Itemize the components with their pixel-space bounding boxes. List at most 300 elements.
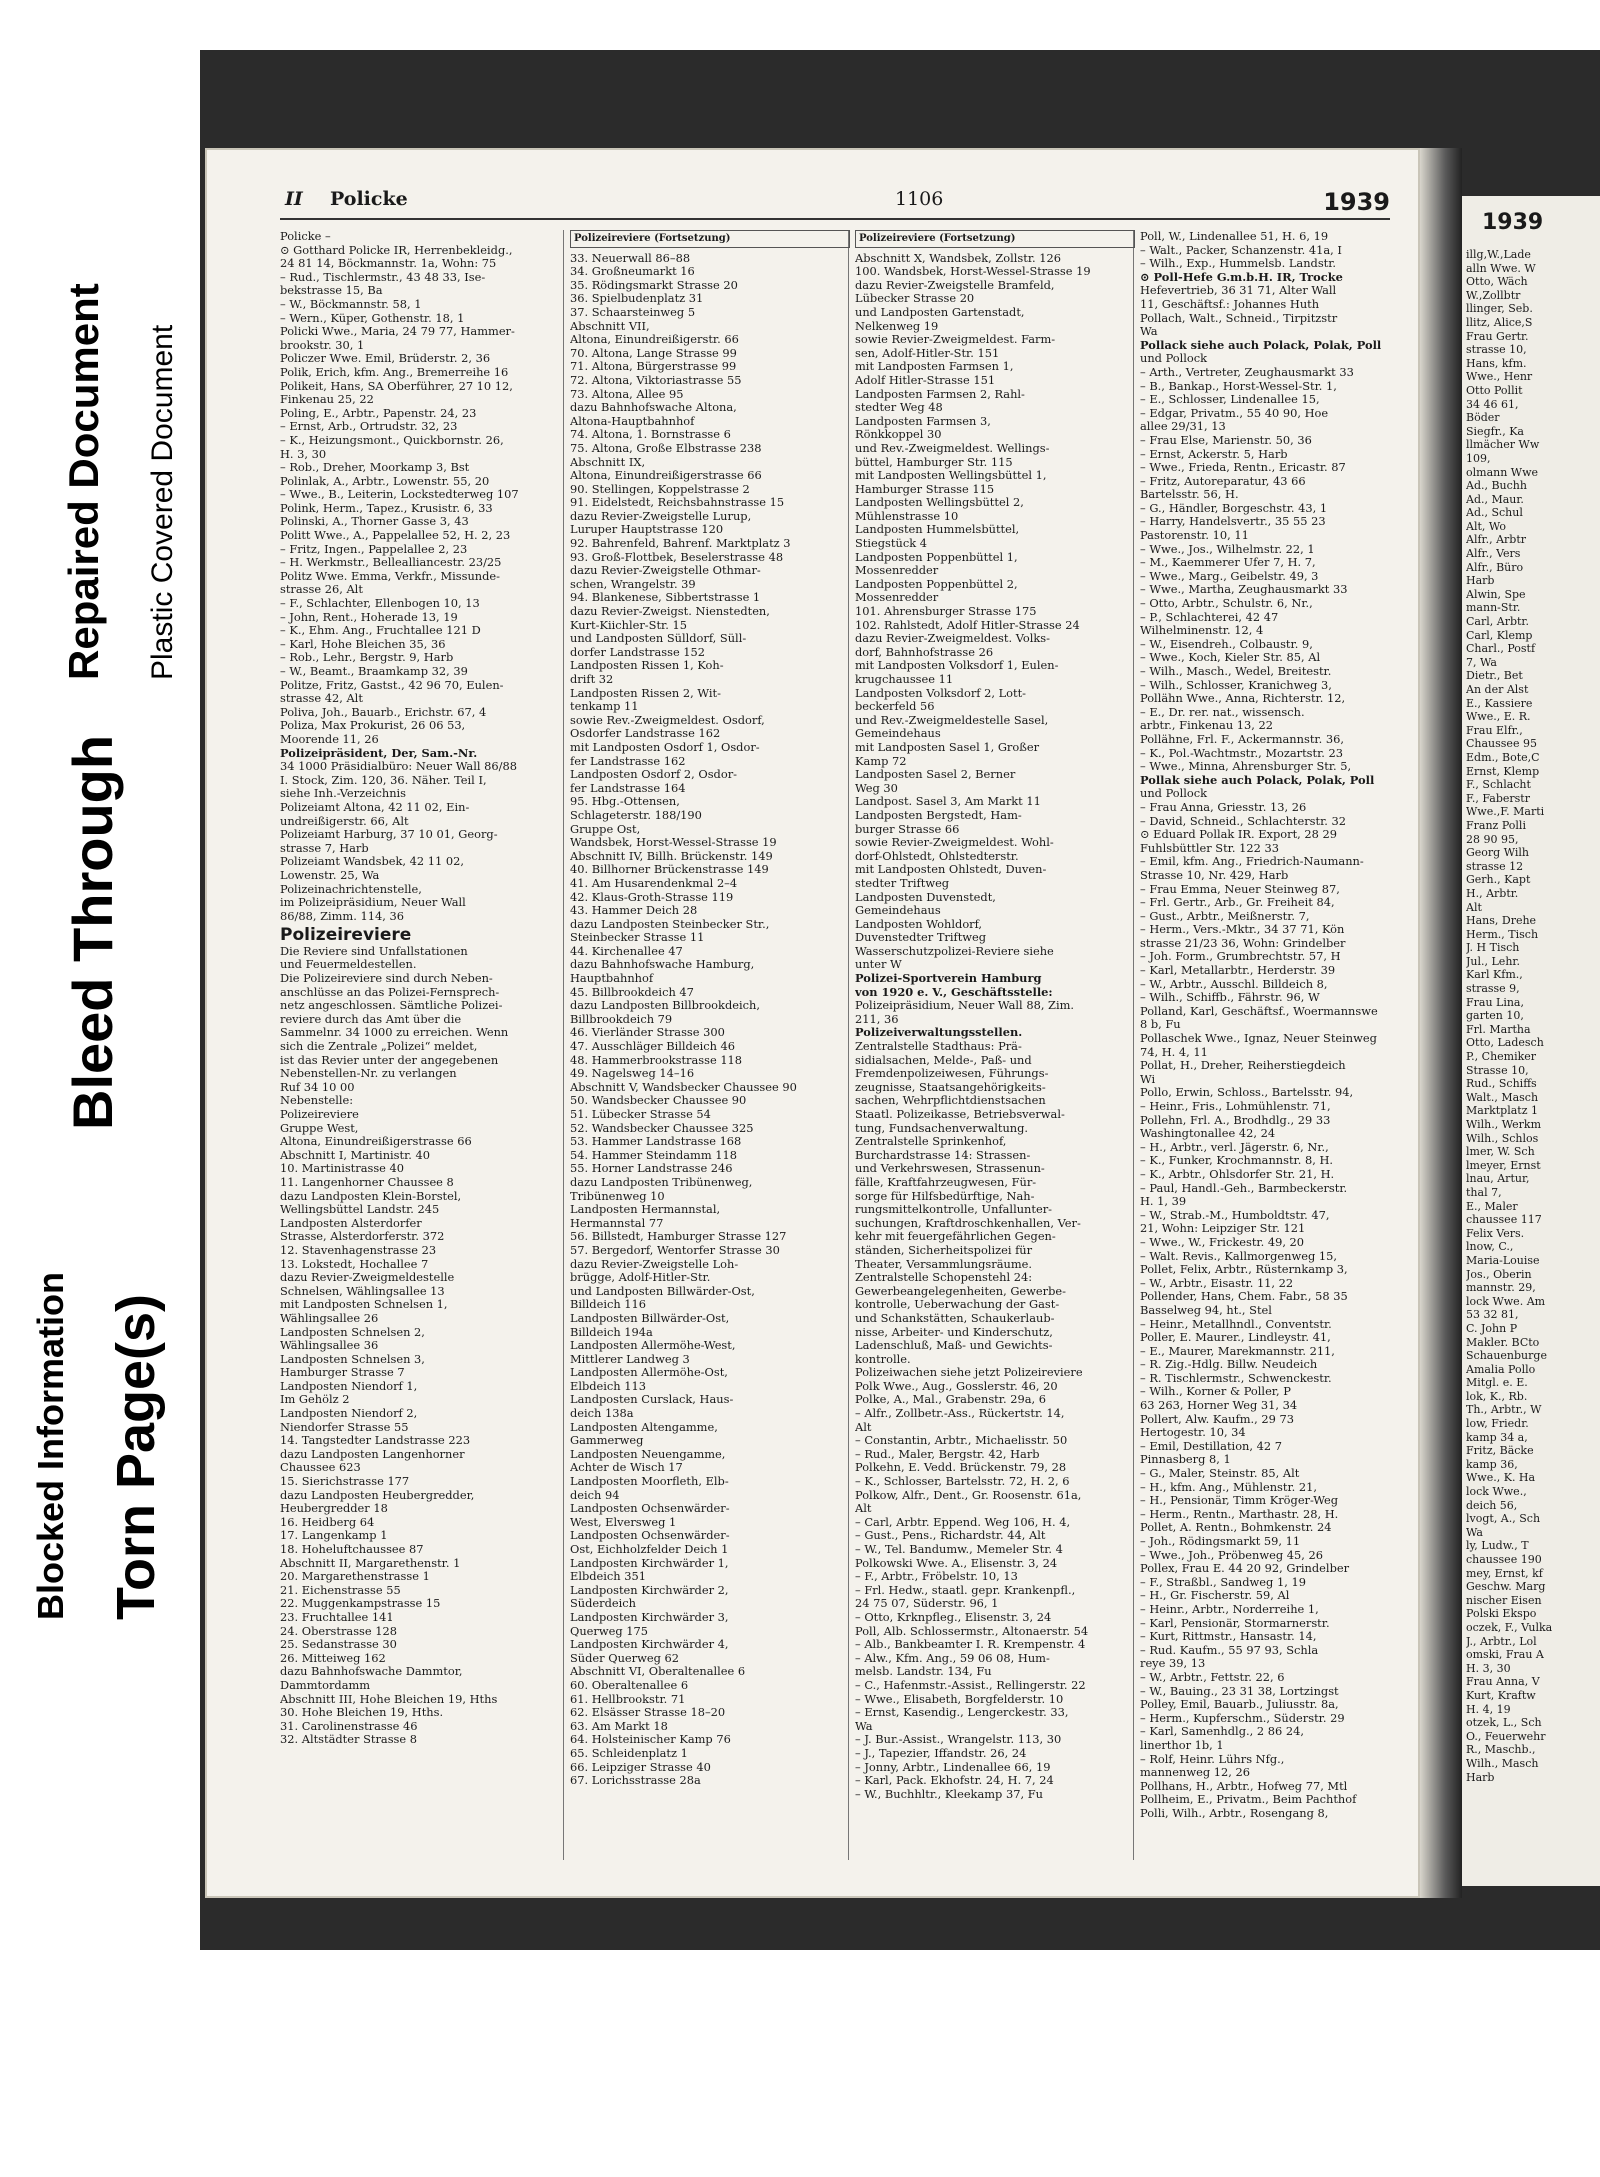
directory-entry: 41. Am Husarendenkmal 2–4 [570,876,738,890]
adjacent-page-line: 109, [1466,451,1491,465]
directory-entry: – W., Tel. Bandumw., Memeler Str. 4 [855,1543,1063,1556]
directory-entry: Lowenstr. 25, Wa [280,868,380,882]
adjacent-page-line: Otto Pollit [1466,383,1523,397]
adjacent-page-line: Marktplatz 1 [1466,1104,1538,1118]
directory-entry: dorf, Bahnhofstrasse 26 [855,645,994,659]
adjacent-page-line: lmeyer, Ernst [1466,1158,1541,1172]
adjacent-page-line: C. John P [1466,1321,1518,1335]
directory-entry: brookstr. 30, 1 [280,338,365,352]
label-blocked-information: Blocked Information [30,1271,71,1620]
directory-entry: 30. Hohe Bleichen 19, Hths. [280,1706,444,1720]
adjacent-page-line: mann-Str. [1466,601,1521,615]
directory-entry: 100. Wandsbek, Horst-Wessel-Strasse 19 [855,265,1091,279]
directory-entry: Pollet, Felix, Arbtr., Rüsternkamp 3, [1140,1263,1348,1277]
directory-entry: 40. Billhorner Brückenstrasse 149 [570,863,769,877]
directory-entry: Abschnitt X, Wandsbek, Zollstr. 126 [855,251,1061,265]
directory-entry: Pollert, Alw. Kaufm., 29 73 [1140,1412,1294,1426]
directory-entry: und Landposten Billwärder-Ost, [570,1284,755,1298]
directory-entry: zeugnisse, Staatsangehörigkeits- [855,1080,1046,1094]
adjacent-page-line: Jul., Lehr. [1466,954,1520,968]
directory-entry: Gammerweg [570,1434,644,1448]
directory-entry: – Emil, Destillation, 42 7 [1140,1439,1282,1453]
directory-entry: 46. Vierländer Strasse 300 [570,1026,725,1040]
adjacent-page-line: llitz, Alice,S [1466,315,1533,329]
adjacent-page-line: Frau Lina, [1466,995,1524,1009]
directory-entry: Stiegstück 4 [855,537,927,551]
directory-entry: – Wwe., Minna, Ahrensburger Str. 5, [1140,760,1352,774]
directory-entry: Landposten Kirchwärder 4, [570,1638,729,1652]
directory-entry: Policki Wwe., Maria, 24 79 77, Hammer- [280,325,515,339]
directory-entry: – Wwe., Marg., Geibelstr. 49, 3 [1140,569,1319,583]
directory-entry: netz angeschlossen. Sämtliche Polizei- [280,999,503,1013]
directory-entry: Poll, Alb. Schlossermstr., Altonaerstr. 54 [855,1624,1089,1638]
adjacent-page-line: Wwe., E. R. [1466,710,1531,724]
directory-entry: tung, Fundsachenverwaltung. [855,1121,1029,1135]
directory-entry: 91. Eidelstedt, Reichsbahnstrasse 15 [570,496,785,510]
adjacent-page-line: 28 90 95, [1466,832,1519,846]
adjacent-page-line: lock Wwe. Am [1466,1294,1546,1308]
directory-entry: Landposten Poppenbüttel 2, [855,577,1018,591]
directory-entry: Tribünenweg 10 [570,1189,665,1203]
directory-entry: mit Landposten Osdorf 1, Osdor- [570,740,760,754]
adjacent-page-line: Maria-Louise [1466,1253,1540,1267]
directory-entry: Landpost. Sasel 3, Am Markt 11 [855,795,1041,809]
adjacent-page-line: Geschw. Marg [1466,1580,1546,1594]
directory-entry: Landposten Allermöhe-Ost, [570,1366,728,1380]
directory-entry: und Feuermeldestellen. [280,958,417,972]
directory-entry: Kamp 72 [855,754,907,768]
directory-entry: 50. Wandsbecker Chaussee 90 [570,1094,747,1108]
adjacent-page-line: Frau Anna, V [1466,1675,1540,1689]
directory-entry: – Gust., Arbtr., Meißnerstr. 7, [1140,909,1310,923]
directory-entry: – W., Arbtr., Ausschl. Billdeich 8, [1140,977,1328,991]
directory-entry: – Joh. Form., Grumbrechtstr. 57, H [1140,950,1341,964]
adjacent-page-line: Charl., Postf [1466,642,1536,656]
directory-entry: Polkow, Alfr., Dent., Gr. Roosenstr. 61a, [855,1488,1082,1502]
directory-entry: dazu Revier-Zweigstelle Loh- [570,1257,739,1271]
directory-entry: – C., Hafenmstr.-Assist., Rellingerstr. 22 [855,1678,1086,1692]
adjacent-page-line: deich 56, [1466,1498,1518,1512]
directory-entry: brügge, Adolf-Hitler-Str. [570,1271,711,1285]
directory-entry: deich 138a [570,1407,634,1421]
directory-entry: – E., Maurer, Marekmannstr. 211, [1140,1344,1335,1358]
directory-entry: Landposten Kirchwärder 1, [570,1556,729,1570]
directory-entry: – Joh., Rödingsmarkt 59, 11 [1140,1535,1301,1548]
directory-entry: anschlüsse an das Polizei-Fernsprech- [280,985,500,999]
column-2 [570,230,850,1870]
directory-entry: Mühlenstrasse 10 [855,509,959,523]
directory-entry: – E., Schlosser, Lindenallee 15, [1140,393,1320,407]
adjacent-page-line: P., Chemiker [1466,1050,1537,1064]
directory-entry: 16. Heidberg 64 [280,1515,375,1529]
label-repaired-document: Repaired Document [60,283,107,680]
directory-entry: 65. Schleidenplatz 1 [570,1746,688,1760]
label-torn-pages: Torn Page(s) [106,1293,166,1620]
adjacent-page-line: H. 3, 30 [1466,1661,1511,1675]
directory-entry: strasse 42, Alt [280,692,363,706]
directory-entry: 102. Rahlstedt, Adolf Hitler-Strasse 24 [855,618,1080,632]
directory-entry: – G., Maler, Steinstr. 85, Alt [1140,1467,1300,1481]
section-heading: Polizeireviere [280,925,412,946]
directory-entry: Finkenau 25, 22 [280,393,374,407]
directory-entry: Pollender, Hans, Chem. Fabr., 58 35 [1140,1290,1348,1304]
adjacent-page-line: W.,Zollbtr [1466,288,1521,302]
directory-entry: strasse 26, Alt [280,583,363,597]
directory-entry: – Wilh., Masch., Wedel, Breitestr. [1140,665,1332,678]
adjacent-page-line: oczek, F., Vulka [1466,1620,1553,1634]
directory-entry: Landposten Kirchwärder 2, [570,1583,729,1597]
directory-entry: Polikeit, Hans, SA Oberführer, 27 10 12, [280,379,513,393]
directory-entry: 57. Bergedorf, Wentorfer Strasse 30 [570,1243,780,1257]
directory-entry: 15. Sierichstrasse 177 [280,1475,410,1489]
directory-entry: Wa [1140,325,1158,339]
directory-entry: dazu Revier-Zweigstelle Othmar- [570,564,761,578]
directory-entry: im Polizeipräsidium, Neuer Wall [280,896,466,910]
adjacent-page-line: Ad., Buchh [1466,479,1527,493]
adjacent-page-line: lmer, W. Sch [1466,1145,1535,1159]
directory-entry: Polk Wwe., Aug., Gosslerstr. 46, 20 [855,1379,1058,1393]
directory-entry: – Ernst, Ackerstr. 5, Harb [1140,447,1288,461]
directory-entry: 92. Bahrenfeld, Bahrenf. Marktplatz 3 [570,537,791,551]
adjacent-page-line: Polski Ekspo [1466,1607,1537,1621]
directory-entry: 21, Wohn: Leipziger Str. 121 [1140,1222,1306,1236]
directory-entry: Poliva, Joh., Bauarb., Erichstr. 67, 4 [280,705,487,719]
directory-entry: dazu Revier-Zweigmeldestelle [280,1271,455,1285]
directory-entry: Polizeiamt Wandsbek, 42 11 02, [280,855,465,869]
directory-entry: Pollhans, H., Arbtr., Hofweg 77, Mtl [1140,1779,1348,1793]
adjacent-page-line: Alt, Wo [1466,519,1507,533]
directory-entry: – H., Arbtr., verl. Jägerstr. 6, Nr., [1140,1140,1329,1154]
directory-entry: Mossenredder [855,564,939,578]
directory-entry: Burchardstrasse 14: Strassen- [855,1148,1031,1162]
adjacent-page-line: 34 46 61, [1466,397,1519,411]
directory-entry: reye 39, 13 [1140,1657,1206,1671]
adjacent-page-line: Kurt, Kraftw [1466,1688,1536,1702]
directory-entry: – Ernst, Arb., Ortrudstr. 32, 23 [280,420,458,434]
directory-entry: Theater, Versammlungsräume. [855,1257,1033,1271]
directory-entry: Polink, Herm., Tapez., Krusistr. 6, 33 [280,501,493,515]
directory-entry: – Frau Emma, Neuer Steinweg 87, [1140,882,1340,896]
directory-entry: Hamburger Strasse 115 [855,482,995,496]
directory-entry: 74, H. 4, 11 [1140,1045,1208,1059]
directory-entry: 37. Schaarsteinweg 5 [570,305,696,319]
directory-entry: Rönkkoppel 30 [855,428,942,442]
directory-entry: Landposten Billwärder-Ost, [570,1311,730,1325]
adjacent-page-line: lvogt, A., Sch [1466,1512,1541,1526]
directory-entry: Poller, E. Maurer., Lindleystr. 41, [1140,1331,1331,1345]
directory-entry: Landposten Wohldorf, [855,917,983,931]
directory-entry: Landposten Altengamme, [570,1420,718,1434]
adjacent-page-line: olmann Wwe [1466,465,1539,479]
directory-entry: Süder Querweg 62 [570,1651,679,1665]
directory-entry: – Frau Else, Marienstr. 50, 36 [1140,433,1312,447]
directory-entry: – Paul, Handl.-Geh., Barmbeckerstr. [1140,1181,1348,1195]
directory-entry: – Wilh., Schlosser, Kranichweg 3, [1140,678,1332,692]
directory-entry: – Frl. Hedw., staatl. gepr. Krankenpfl., [855,1583,1076,1597]
directory-entry: Fuhlsbüttler Str. 122 33 [1140,841,1279,855]
directory-entry: Zentralstelle Sprinkenhof, [855,1135,1007,1149]
directory-entry: – Gust., Pens., Richardstr. 44, Alt [855,1529,1046,1543]
directory-entry: 23. Fruchtallee 141 [280,1610,394,1624]
directory-entry: Strasse 10, Nr. 429, Harb [1140,868,1289,882]
adjacent-page-line: mey, Ernst, kf [1466,1566,1543,1580]
directory-entry: Landposten Bergstedt, Ham- [855,808,1022,822]
adjacent-page-line: Dietr., Bet [1466,669,1523,683]
directory-entry: – Heinr., Fris., Lohmühlenstr. 71, [1140,1100,1331,1113]
directory-entry: – Alb., Bankbeamter I. R. Krempenstr. 4 [855,1638,1086,1652]
directory-entry: – Arth., Vertreter, Zeughausmarkt 33 [1140,365,1354,379]
directory-entry: und Verkehrswesen, Strassenun- [855,1162,1045,1176]
adjacent-page-line: R., Maschb., [1466,1743,1536,1757]
adjacent-page-year: 1939 [1482,210,1544,235]
directory-entry: 90. Stellingen, Koppelstrasse 2 [570,482,750,496]
directory-entry: Polkowski Wwe. A., Elisenstr. 3, 24 [855,1556,1058,1570]
directory-entry: Polizeiverwaltungsstellen. [855,1026,1023,1040]
directory-entry: 211, 36 [855,1012,899,1026]
adjacent-page-line: llmächer Ww [1466,438,1540,452]
directory-entry: 48. Hammerbrookstrasse 118 [570,1053,743,1067]
directory-entry: rungsmittelkontrolle, Unfallunter- [855,1203,1052,1217]
directory-entry: kontrolle, Ueberwachung der Gast- [855,1298,1060,1312]
directory-entry: 64. Holsteinischer Kamp 76 [570,1733,731,1747]
directory-entry: Landposten Allermöhe-West, [570,1339,736,1353]
directory-entry: Polizeinachrichtenstelle, [280,882,422,896]
directory-entry: 66. Leipziger Strasse 40 [570,1760,711,1774]
directory-entry: 24 81 14, Böckmannstr. 1a, Wohn: 75 [280,257,497,271]
adjacent-page-line: Siegfr., Ka [1466,424,1524,438]
directory-entry: Nelkenweg 19 [855,319,939,333]
directory-entry: – John, Rent., Hoherade 13, 19 [280,610,458,624]
directory-entry: Altona-Hauptbahnhof [570,414,695,428]
directory-entry: 14. Tangstedter Landstrasse 223 [280,1434,471,1448]
adjacent-page-line: Wwe.,F. Marti [1466,805,1545,819]
directory-entry: – Rob., Lehr., Bergstr. 9, Harb [280,651,454,665]
directory-entry: fer Landstrasse 162 [570,754,686,768]
adjacent-page-line: Gerh., Kapt [1466,873,1531,887]
directory-entry: 72. Altona, Viktoriastrasse 55 [570,373,742,387]
directory-entry: Polke, A., Mal., Grabenstr. 29a, 6 [855,1393,1046,1407]
adjacent-page-line: lok, K., Rb. [1466,1389,1528,1403]
adjacent-page-line: Wwe., K. Ha [1466,1471,1536,1485]
directory-entry: Lübecker Strasse 20 [855,292,975,306]
directory-entry: Pollach, Walt., Schneid., Tirpitzstr [1140,311,1338,325]
adjacent-page-line: omski, Frau A [1466,1648,1544,1662]
directory-entry: Policzer Wwe. Emil, Brüderstr. 2, 36 [280,352,491,366]
directory-entry: – F., Schlachter, Ellenbogen 10, 13 [280,597,480,611]
adjacent-page-line: Wa [1466,1525,1483,1539]
directory-entry: 11. Langenhorner Chaussee 8 [280,1175,454,1189]
directory-entry: – P., Schlachterei, 42 47 [1140,610,1279,624]
directory-entry: – Herm., Kupferschm., Süderstr. 29 [1140,1711,1345,1725]
directory-entry: mit Landposten Schnelsen 1, [280,1298,448,1312]
adjacent-page-line: Alwin, Spe [1466,587,1526,601]
directory-entry: – Wwe., Frieda, Rentn., Ericastr. 87 [1140,461,1346,475]
directory-entry: 73. Altona, Allee 95 [570,387,684,401]
directory-entry: mannenweg 12, 26 [1140,1766,1250,1780]
directory-entry: – Heinr., Arbtr., Norderreihe 1, [1140,1602,1319,1616]
directory-entry: – Alw., Kfm. Ang., 59 06 08, Hum- [855,1651,1050,1665]
adjacent-page-line: lnow, C., [1466,1240,1514,1254]
directory-entry: sen, Adolf-Hitler-Str. 151 [855,346,1000,360]
directory-entry: – Fritz, Autoreparatur, 43 66 [1140,474,1306,488]
adjacent-page-line: chaussee 190 [1466,1553,1542,1566]
adjacent-page-line: Schauenburge [1466,1349,1547,1363]
directory-entry: – Constantin, Arbtr., Michaelisstr. 50 [855,1434,1068,1448]
adjacent-page-line: Böder [1466,411,1500,425]
directory-entry: burger Strasse 66 [855,822,960,836]
adjacent-page-line: strasse 12 [1466,859,1524,873]
directory-entry: Polizeiamt Altona, 42 11 02, Ein- [280,800,470,814]
directory-entry: Polkehn, E. Vedd. Brückenstr. 79, 28 [855,1461,1067,1475]
directory-entry: – W., Böckmannstr. 58, 1 [280,297,422,311]
directory-entry: – Walt., Packer, Schanzenstr. 41a, I [1140,243,1342,257]
adjacent-page-line: strasse 10, [1466,343,1527,357]
directory-entry: 56. Billstedt, Hamburger Strasse 127 [570,1230,787,1244]
directory-entry: 71. Altona, Bürgerstrasse 99 [570,360,737,374]
directory-entry: 34. Großneumarkt 16 [570,265,695,279]
directory-entry: Gemeindehaus [855,727,941,741]
directory-entry: – R. Zig.-Hdlg. Billw. Neudeich [1140,1358,1318,1372]
adjacent-page-line: Amalia Pollo [1466,1362,1536,1376]
directory-entry: fälle, Kraftfahrzeugwesen, Für- [855,1175,1037,1189]
adjacent-page-line: Otto, Ladesch [1466,1036,1544,1050]
directory-entry: mit Landposten Sasel 1, Großer [855,740,1040,754]
adjacent-page-line: Wilh., Masch [1466,1756,1539,1770]
directory-entry: 63. Am Markt 18 [570,1719,668,1733]
directory-entry: Pollähne, Frl. F., Ackermannstr. 36, [1140,732,1344,746]
directory-entry: 31. Carolinenstrasse 46 [280,1719,418,1733]
directory-entry: Gewerbeangelegenheiten, Gewerbe- [855,1284,1066,1298]
directory-entry: Landposten Farmsen 2, Rahl- [855,387,1025,401]
directory-entry: – K., Ehm. Ang., Fruchtallee 121 D [280,624,481,638]
directory-entry: Landposten Poppenbüttel 1, [855,550,1018,564]
directory-entry: und Pollock [1140,787,1208,801]
adjacent-page-line: Alfr., Büro [1466,560,1524,574]
directory-entry: und Rev.-Zweigmeldest. Wellings- [855,441,1050,455]
directory-entry: Alt [855,1420,872,1434]
adjacent-page-line: garten 10, [1466,1009,1524,1023]
directory-entry: dazu Landposten Steinbecker Str., [570,917,770,931]
directory-entry: Landposten Niendorf 2, [280,1407,418,1421]
directory-entry: Wellingsbüttel Landstr. 245 [280,1203,440,1217]
directory-entry: Duvenstedter Triftweg [855,931,987,945]
directory-entry: West, Elversweg 1 [570,1515,677,1529]
directory-entry: Altona, Einundreißigerstrasse 66 [280,1135,472,1149]
directory-entry: sidialsachen, Melde-, Paß- und [855,1053,1032,1067]
adjacent-page-line: Walt., Masch [1466,1090,1539,1104]
directory-entry: Weg 30 [855,781,898,795]
directory-entry: krugchaussee 11 [855,673,954,686]
directory-entry: dazu Revier-Zweigst. Nienstedten, [570,605,770,619]
directory-entry: 44. Kirchenallee 47 [570,944,683,958]
adjacent-page-line: Frl. Martha [1466,1022,1531,1036]
adjacent-page-line: Alt [1466,900,1482,914]
adjacent-page-line: alln Wwe. W [1466,261,1536,275]
adjacent-page-line: Harb [1466,574,1495,588]
directory-entry: melsb. Landstr. 134, Fu [855,1665,992,1679]
directory-entry: Billdeich 194a [570,1325,653,1339]
adjacent-page-line: Strasse 10, [1466,1063,1529,1077]
directory-entry: – Otto, Krknpfleg., Elisenstr. 3, 24 [855,1610,1052,1624]
directory-entry: – Fritz, Ingen., Pappelallee 2, 23 [280,542,468,556]
directory-entry: Landposten Duvenstedt, [855,890,996,904]
directory-entry: – W., Buchhltr., Kleekamp 37, Fu [855,1787,1043,1801]
directory-entry: – Karl, Samenhdlg., 2 86 24, [1140,1725,1304,1739]
adjacent-page-line: lock Wwe., [1466,1485,1527,1499]
adjacent-page-line: Chaussee 95 [1466,737,1537,751]
directory-entry: 25. Sedanstrasse 30 [280,1638,397,1652]
directory-entry: – Alfr., Zollbetr.-Ass., Rückertstr. 14, [855,1407,1065,1421]
directory-entry: 12. Stavenhagenstrasse 23 [280,1243,437,1257]
directory-entry: Kurt-Kiichler-Str. 15 [570,618,687,632]
directory-entry: – Jonny, Arbtr., Lindenallee 66, 19 [855,1760,1051,1774]
directory-entry: Heubergredder 18 [280,1502,388,1516]
directory-entry: dazu Bahnhofswache Dammtor, [280,1665,463,1679]
adjacent-page-line: nischer Eisen [1466,1593,1542,1607]
directory-entry: schen, Wrangelstr. 39 [570,577,696,591]
directory-entry: 54. Hammer Steindamm 118 [570,1148,738,1162]
directory-entry: Polizei-Sportverein Hamburg [855,972,1042,986]
adjacent-page-line: thal 7, [1466,1185,1502,1199]
directory-entry: dorf-Ohlstedt, Ohlstedterstr. [855,849,1019,863]
header-running-name: Policke [330,188,408,210]
adjacent-page-line: lnau, Artur, [1466,1172,1530,1186]
label-bleed-through: Bleed Through [61,734,124,1130]
directory-entry: 22. Muggenkampstrasse 15 [280,1597,441,1611]
adjacent-page-line: Wwe., Henr [1466,370,1533,384]
scan-defect-labels [0,0,200,1900]
directory-entry: – Otto, Arbtr., Schulstr. 6, Nr., [1140,597,1313,611]
adjacent-page-line: Th., Arbtr., W [1466,1403,1542,1417]
directory-entry: Querweg 175 [570,1624,649,1638]
header-rule [280,218,1390,220]
directory-entry: Landposten Schnelsen 3, [280,1352,425,1366]
directory-entry: Washingtonallee 42, 24 [1140,1127,1276,1141]
header-year: 1939 [1323,188,1390,216]
directory-entry: Ladenschluß, Maß- und Gewichts- [855,1339,1053,1353]
directory-entry: Altona, Einundreißigerstrasse 66 [570,469,762,483]
directory-entry: Hauptbahnhof [570,972,654,986]
directory-entry: 49. Nagelsweg 14–16 [570,1067,695,1081]
directory-entry: Wählingsallee 36 [280,1339,379,1353]
adjacent-page-line: E., Maler [1466,1199,1518,1213]
directory-entry: Pollex, Frau E. 44 20 92, Grindelber [1140,1562,1350,1576]
directory-entry: – Rud., Maler, Bergstr. 42, Harb [855,1447,1040,1461]
directory-entry: 101. Ahrensburger Strasse 175 [855,605,1037,619]
directory-entry: arbtr., Finkenau 13, 22 [1140,719,1273,733]
directory-entry: Altona, Einundreißigerstr. 66 [570,333,739,347]
adjacent-page-line: Ad., Schul [1466,506,1523,520]
directory-entry: – Edgar, Privatm., 55 40 90, Hoe [1140,406,1329,420]
directory-entry: Poll, W., Lindenallee 51, H. 6, 19 [1140,230,1329,243]
directory-entry: – Emil, kfm. Ang., Friedrich-Naumann- [1140,855,1364,869]
directory-entry: Polizeiwachen siehe jetzt Polizeireviere [855,1366,1083,1380]
directory-entry: Pollo, Erwin, Schloss., Bartelsstr. 94, [1140,1086,1354,1100]
adjacent-page-line: Ernst, Klemp [1466,764,1540,778]
directory-entry: sachen, Wehrpflichtdienstsachen [855,1094,1046,1108]
directory-entry: – Wilh., Schiffb., Fährstr. 96, W [1140,991,1320,1005]
adjacent-page-line: Hans, kfm. [1466,356,1527,370]
directory-entry: deich 94 [570,1488,620,1502]
directory-entry: bekstrasse 15, Ba [280,284,383,298]
directory-entry: Landposten Volksdorf 2, Lott- [855,686,1027,700]
directory-entry: Politt Wwe., A., Pappelallee 52, H. 2, 23 [280,529,511,543]
adjacent-page-line: Harb [1466,1770,1495,1784]
directory-entry: – W., Arbtr., Fettstr. 22, 6 [1140,1670,1285,1684]
directory-entry: Pollheim, E., Privatm., Beim Pachthof [1140,1793,1357,1807]
adjacent-page-line: Carl, Arbtr. [1466,615,1529,629]
directory-entry: 35. Rödingsmarkt Strasse 20 [570,278,738,292]
